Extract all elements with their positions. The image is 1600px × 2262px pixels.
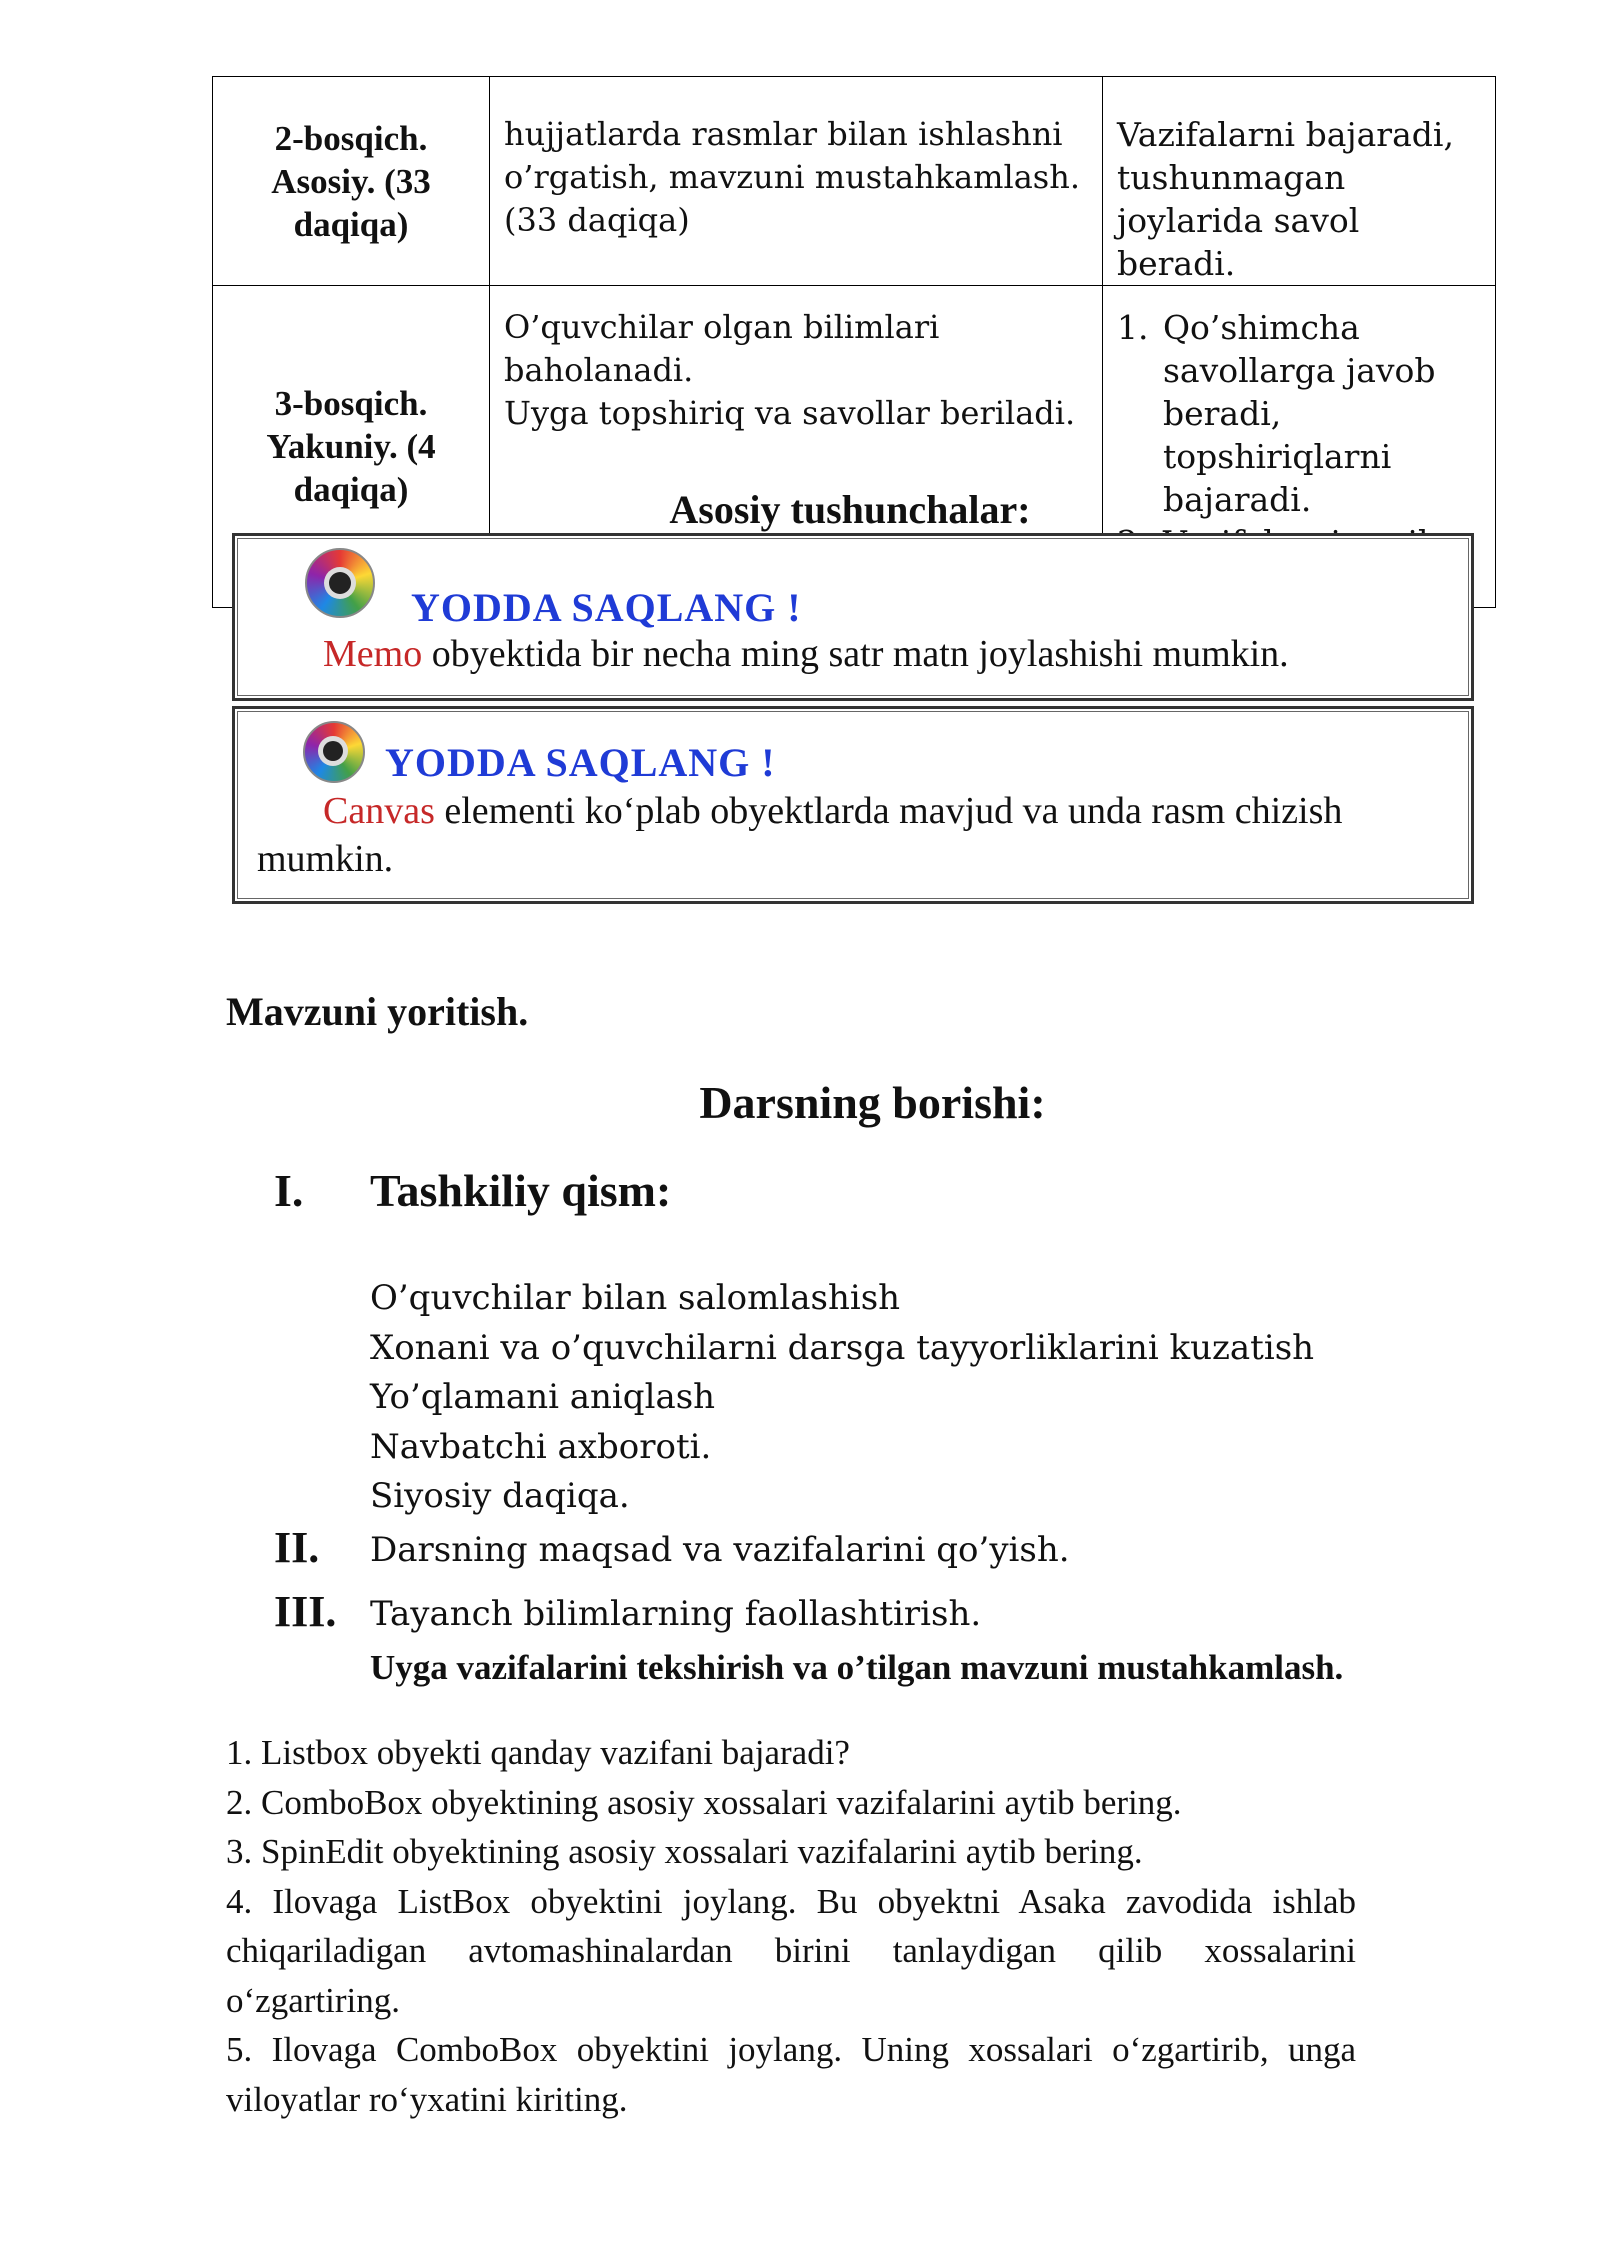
lesson-heading: Darsning borishi: <box>699 1077 1046 1128</box>
remember-text <box>257 787 1457 883</box>
part-numeral: I. <box>274 1165 304 1216</box>
list-item: 5. Ilovaga ComboBox obyektini joylang. Uning xossalari o‘zgartirib, unga viloyatlar ro‘yxatini kiriting. <box>226 2030 1356 2119</box>
remember-body: elementi ko‘plab obyektlarda mavjud va unda rasm chizish mumkin. <box>257 790 1343 880</box>
remember-box-canvas <box>232 706 1474 904</box>
list-item: 1. Listbox obyekti qanday vazifani bajaradi? <box>226 1733 850 1772</box>
part-text: Tayanch bilimlarning faollashtirish. <box>370 1594 982 1634</box>
keyword: Canvas <box>323 790 435 832</box>
cd-disc-icon <box>303 721 365 783</box>
list-item: 4. Ilovaga ListBox obyektini joylang. Bu obyektni Asaka zavodida ishlab chiqariladigan avtomashinalardan birini tanlaydigan qilib xossalarini o‘zgartiring. <box>226 1881 1356 2020</box>
student-activity-text: Vazifalarni bajaradi, tushunmagan joylarida savol beradi. <box>1117 115 1454 283</box>
list-item: Yo’qlamani aniqlash <box>370 1377 716 1417</box>
remember-text <box>323 630 1289 678</box>
stage-cell: 2-bosqich. Asosiy. (33 daqiqa) <box>213 77 490 286</box>
list-item: Siyosiy daqiqa. <box>370 1476 630 1516</box>
part-title: Tashkiliy qism: <box>370 1165 672 1216</box>
list-item: Xonani va o’quvchilarni darsga tayyorliklarini kuzatish <box>370 1327 1315 1368</box>
part-text: Darsning maqsad va vazifalarini qo’yish. <box>370 1530 1070 1570</box>
concepts-title: Asosiy tushunchalar: <box>669 487 1031 532</box>
teacher-activity-cell: hujjatlarda rasmlar bilan ishlashni o’rgatish, mavzuni mustahkamlash. (33 daqiqa) <box>490 77 1103 286</box>
teacher-activity-line: Uyga topshiriq va savollar beriladi. <box>504 394 1076 432</box>
remember-heading: YODDA SAQLANG ! <box>385 740 776 785</box>
cd-disc-icon <box>305 548 375 618</box>
remember-box-memo <box>232 533 1474 701</box>
stage-cell: 3-bosqich. Yakuniy. (4 daqiqa) <box>213 286 490 608</box>
list-item: Navbatchi axboroti. <box>370 1426 712 1467</box>
list-item: 2. ComboBox obyektining asosiy xossalari vazifalarini aytib bering. <box>226 1782 1182 1822</box>
keyword: Memo <box>323 633 423 675</box>
topic-heading: Mavzuni yoritish. <box>226 989 529 1034</box>
part-numeral: II. <box>274 1523 320 1572</box>
list-item: O’quvchilar bilan salomlashish <box>370 1278 901 1318</box>
teacher-activity-line: O’quvchilar olgan bilimlari baholanadi. <box>504 308 940 389</box>
list-item: 1. Qo’shimcha savollarga javob beradi, topshiriqlarni bajaradi. <box>1159 306 1483 521</box>
part-numeral: III. <box>274 1587 337 1636</box>
student-activity-cell <box>1103 77 1496 286</box>
remember-body: obyektida bir necha ming satr matn joylashishi mumkin. <box>422 633 1289 675</box>
organizational-list <box>370 1274 1314 1522</box>
remember-heading: YODDA SAQLANG ! <box>411 585 802 630</box>
question-list <box>226 1728 1356 2124</box>
list-item: 3. SpinEdit obyektining asosiy xossalari vazifalarini aytib bering. <box>226 1832 1143 1871</box>
table-row <box>213 77 1496 286</box>
part-subheading: Uyga vazifalarini tekshirish va o’tilgan mavzuni mustahkamlash. <box>370 1648 1344 1687</box>
